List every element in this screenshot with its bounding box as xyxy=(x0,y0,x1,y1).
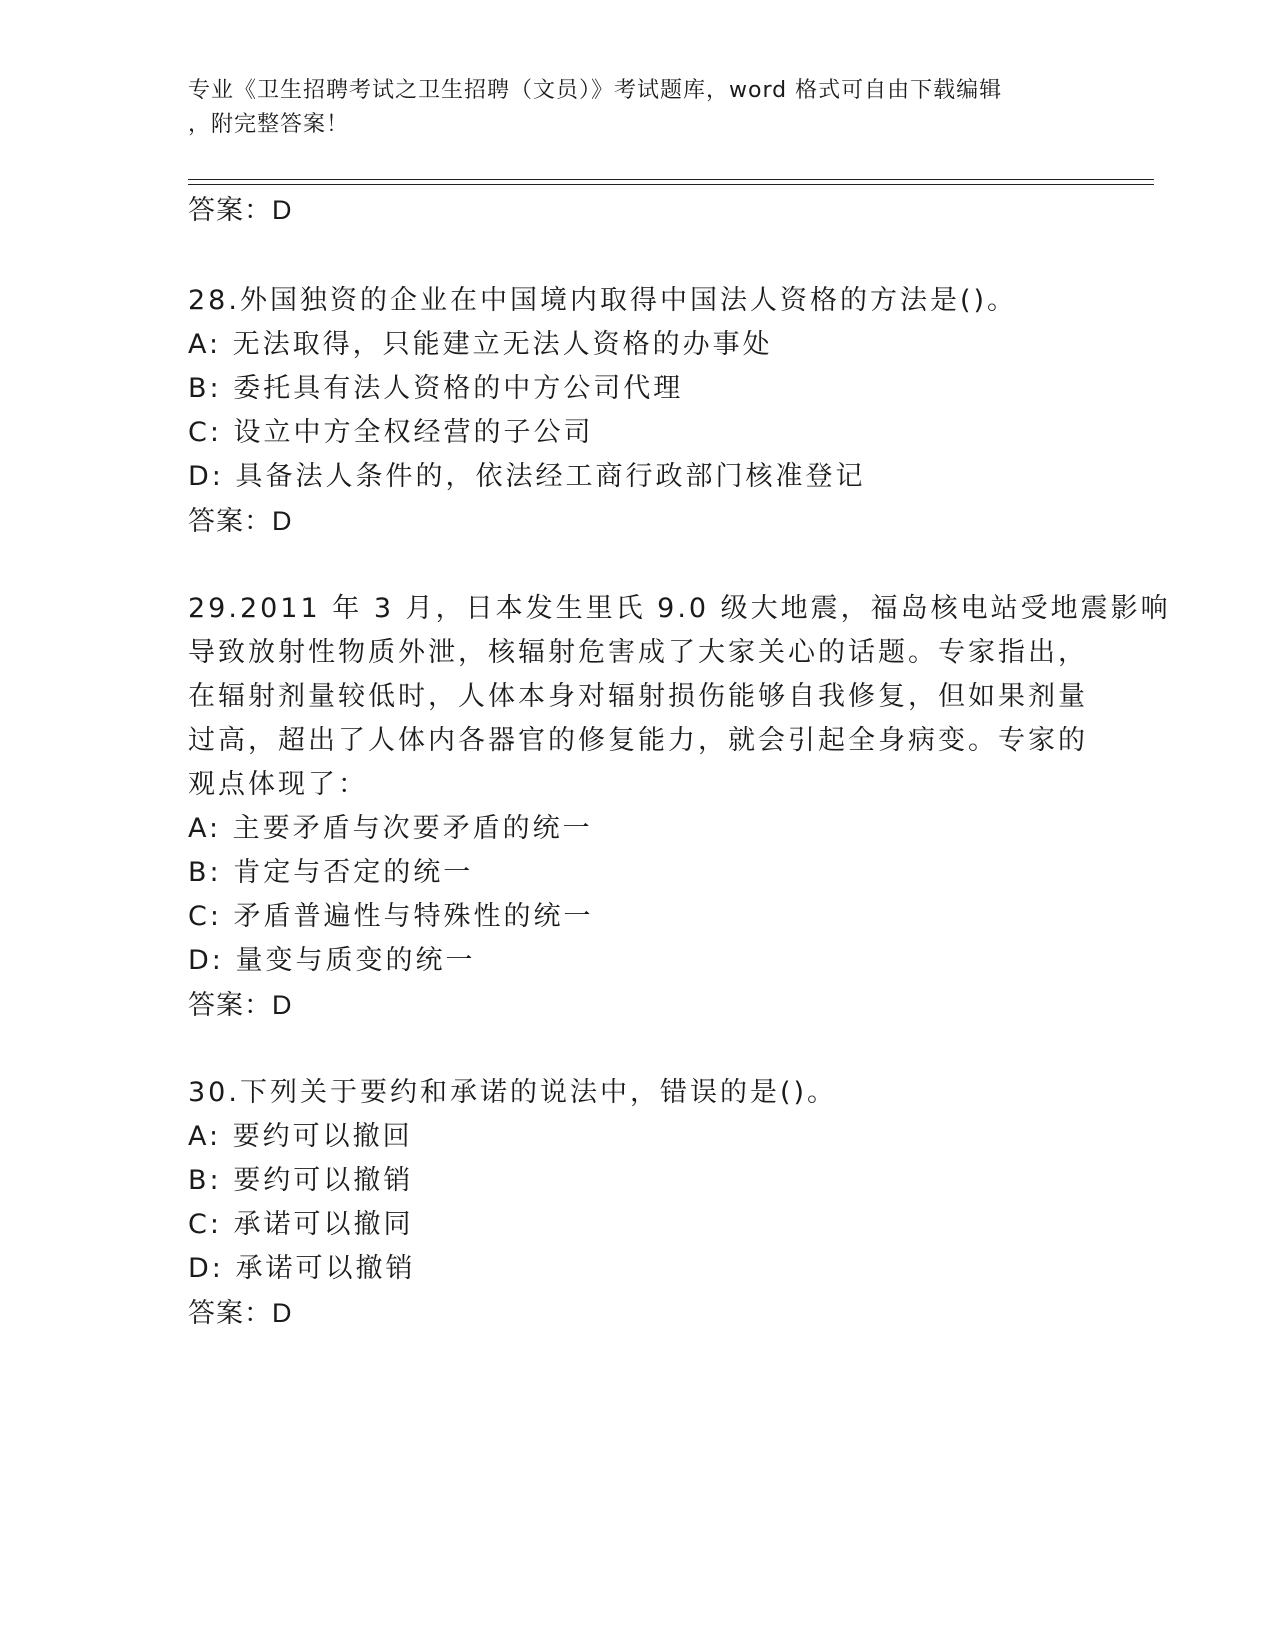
question-29-answer: 答案：D xyxy=(188,990,293,1020)
question-29-stem-line-1: 29.2011 年 3 月，日本发生里氏 9.0 级大地震，福岛核电站受地震影响 xyxy=(188,593,1171,624)
question-30-option-b: B: 要约可以撤销 xyxy=(188,1165,414,1196)
question-29-option-c: C: 矛盾普遍性与特殊性的统一 xyxy=(188,901,594,932)
question-29-option-b: B: 肯定与否定的统一 xyxy=(188,857,474,888)
header-line-1: 专业《卫生招聘考试之卫生招聘（文员）》考试题库，word 格式可自由下载编辑 xyxy=(188,78,1003,103)
header-line-2: ，附完整答案！ xyxy=(188,112,350,137)
question-29-option-a: A: 主要矛盾与次要矛盾的统一 xyxy=(188,813,593,844)
question-30-option-c: C: 承诺可以撤同 xyxy=(188,1209,414,1240)
document-header xyxy=(188,74,1088,142)
question-30-stem: 30.下列关于要约和承诺的说法中，错误的是()。 xyxy=(188,1077,838,1108)
question-29-option-d: D: 量变与质变的统一 xyxy=(188,945,476,976)
question-29-stem-line-2: 导致放射性物质外泄，核辐射危害成了大家关心的话题。专家指出， xyxy=(188,637,1088,668)
question-28-option-c: C: 设立中方全权经营的子公司 xyxy=(188,417,594,448)
header-rule-top xyxy=(188,179,1154,180)
question-28-option-a: A: 无法取得，只能建立无法人资格的办事处 xyxy=(188,329,773,360)
answer-previous: 答案：D xyxy=(188,195,293,225)
question-28-option-d: D: 具备法人条件的，依法经工商行政部门核准登记 xyxy=(188,461,866,492)
question-30-answer: 答案：D xyxy=(188,1298,293,1328)
question-28-stem: 28.外国独资的企业在中国境内取得中国法人资格的方法是()。 xyxy=(188,285,1018,316)
question-28-option-b: B: 委托具有法人资格的中方公司代理 xyxy=(188,373,684,404)
question-30-option-a: A: 要约可以撤回 xyxy=(188,1121,413,1152)
question-29-stem-line-3: 在辐射剂量较低时，人体本身对辐射损伤能够自我修复，但如果剂量 xyxy=(188,681,1088,712)
question-29-stem-line-5: 观点体现了： xyxy=(188,769,368,800)
question-30-option-d: D: 承诺可以撤销 xyxy=(188,1253,416,1284)
header-rule-bottom xyxy=(188,184,1154,185)
question-29-stem-line-4: 过高，超出了人体内各器官的修复能力，就会引起全身病变。专家的 xyxy=(188,725,1088,756)
question-28-answer: 答案：D xyxy=(188,506,293,536)
